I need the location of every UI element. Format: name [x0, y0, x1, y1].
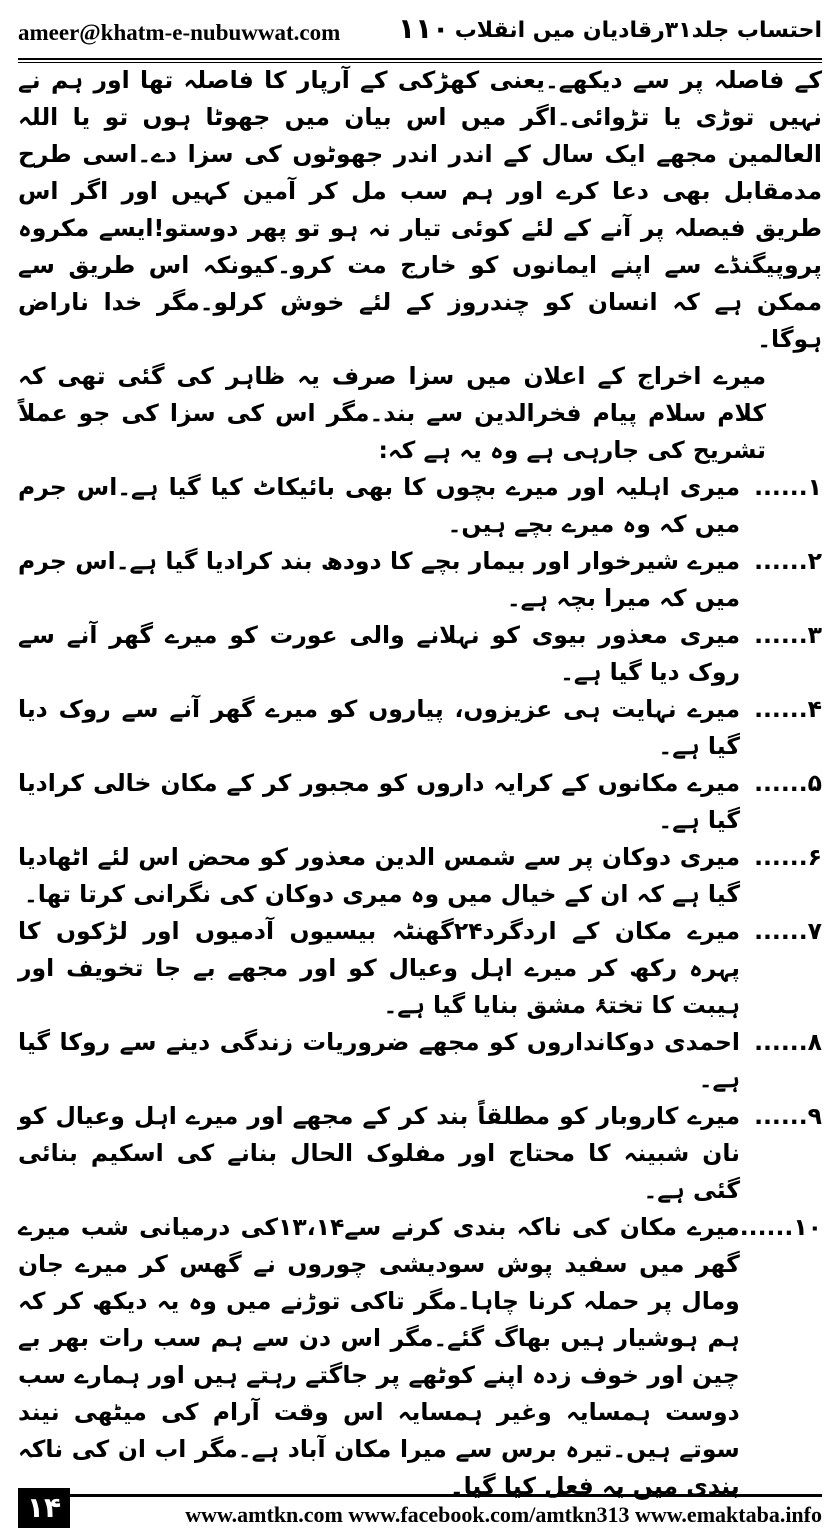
paragraph: کے فاصلہ پر سے دیکھے۔یعنی کھڑکی کے آرپار کا فاصلہ تھا اور ہم نے نہیں توڑی یا تڑوائی۔اگر میں اس بیان میں جھوٹا ہوں تو یا اللہ العالمین مجھے ایک سال کے اندر اندر جھوٹوں کی سزا دے۔اسی طرح مدمقابل بھی دعا کرے اور ہم سب مل کر آمین کہیں اور اگر اس طریق فیصلہ پر آنے کے لئے کوئی تیار نہ ہو تو پھر دوستو!ایسے مکروہ پروپیگنڈے سے اپنے ایمانوں کو خارج مت کرو۔کیونکہ اس طریق سے ممکن ہے کہ انسان کو چندروز کے لئے خوش کرلو۔مگر خدا ناراض ہوگا۔: [18, 66, 822, 353]
list-number: ۹......: [754, 1102, 822, 1130]
list-number: ۷......: [754, 917, 822, 945]
list-item: [18, 691, 822, 765]
footer-links: www.amtkn.com www.facebook.com/amtkn313 www.emaktaba.info: [185, 1502, 822, 1527]
paragraph: میرے اخراج کے اعلان میں سزا صرف یہ ظاہر کی گئی تھی کہ کلام سلام پیام فخرالدین سے بند۔مگر اس کی سزا کی جو عملاً تشریح کی جارہی ہے وہ یہ ہے کہ:: [18, 362, 766, 464]
list-item: [18, 765, 822, 839]
page-header: [18, 10, 822, 54]
list-text: میری اہلیہ اور میرے بچوں کا بھی بائیکاٹ کیا گیا ہے۔اس جرم میں کہ وہ میرے بچے ہیں۔: [18, 473, 740, 538]
header-page-number: ۱۱۰: [398, 12, 450, 45]
header-email: ameer@khatm-e-nubuwwat.com: [18, 20, 341, 45]
list-text: میری دوکان پر سے شمس الدین معذور کو محض اس لئے اٹھادیا گیا ہے کہ ان کے خیال میں وہ میری دوکان کی نگرانی کرتا تھا۔: [18, 843, 740, 908]
grievance-list: [18, 469, 822, 1505]
list-number: ۲......: [754, 547, 822, 575]
list-item: [18, 913, 822, 1024]
footer-page-number: ۱۴: [18, 1488, 70, 1528]
list-item: [18, 839, 822, 913]
list-item: [18, 617, 822, 691]
list-item: [18, 543, 822, 617]
list-item: [18, 1098, 822, 1209]
list-text: میرے کاروبار کو مطلقاً بند کر کے مجھے اور میرے اہل وعیال کو نان شبینہ کا محتاج اور مفلوک الحال بنانے کی اسکیم بنائی گئی ہے۔: [18, 1102, 740, 1204]
list-text: میرے مکان کی ناکہ بندی کرنے سے۱۳،۱۴کی درمیانی شب میرے گھر میں سفید پوش سودیشی چوروں نے گھس کر میرے جان ومال پر حملہ کرنا چاہا۔مگر تاکی توڑنے میں وہ یہ دیکھ کر کہ ہم ہوشیار ہیں بھاگ گئے۔مگر اس دن سے ہم سب رات بھر بے چین اور خوف زدہ اپنے کوٹھے پر جاگتے رہتے ہیں اور ہمارے سب دوست ہمسایہ وغیر ہمسایہ اس وقت آرام کی میٹھی نیند سوتے ہیں۔تیرہ برس سے میرا مکان آباد ہے۔مگر اب ان کی ناکہ بندی میں یہ فعل کیا گیا۔: [18, 1213, 740, 1500]
list-item: [18, 1209, 822, 1505]
list-number: ۸......: [754, 1028, 822, 1056]
list-item: [18, 1024, 822, 1098]
list-text: میرے شیرخوار اور بیمار بچے کا دودھ بند کرادیا گیا ہے۔اس جرم میں کہ میرا بچہ ہے۔: [18, 547, 740, 612]
list-item: [18, 469, 822, 543]
list-text: میرے مکانوں کے کرایہ داروں کو مجبور کر کے مکان خالی کرادیا گیا ہے۔: [18, 769, 740, 834]
list-number: ۳......: [754, 621, 822, 649]
footer-divider: [70, 1494, 822, 1497]
list-number: ۱۰......: [739, 1213, 822, 1241]
list-text: میرے مکان کے اردگرد۲۴گھنٹہ بیسیوں آدمیوں اور لڑکوں کا پہرہ رکھ کر میرے اہل وعیال کو اور مجھے بے جا تخویف اور ہیبت کا تختۂ مشق بنایا گیا ہے۔: [18, 917, 740, 1019]
list-number: ۱......: [754, 473, 822, 501]
list-text: میرے نہایت ہی عزیزوں، پیاروں کو میرے گھر آنے سے روک دیا گیا ہے۔: [18, 695, 740, 760]
list-number: ۴......: [754, 695, 822, 723]
header-title: احتساب جلد۳۱رقادیان میں انقلاب: [454, 18, 822, 43]
list-text: احمدی دوکانداروں کو مجھے ضروریات زندگی دینے سے روکا گیا ہے۔: [18, 1028, 740, 1093]
body-text: [18, 62, 822, 1505]
list-number: ۶......: [754, 843, 822, 871]
list-number: ۵......: [754, 769, 822, 797]
list-text: میری معذور بیوی کو نہلانے والی عورت کو میرے گھر آنے سے روک دیا گیا ہے۔: [18, 621, 740, 686]
